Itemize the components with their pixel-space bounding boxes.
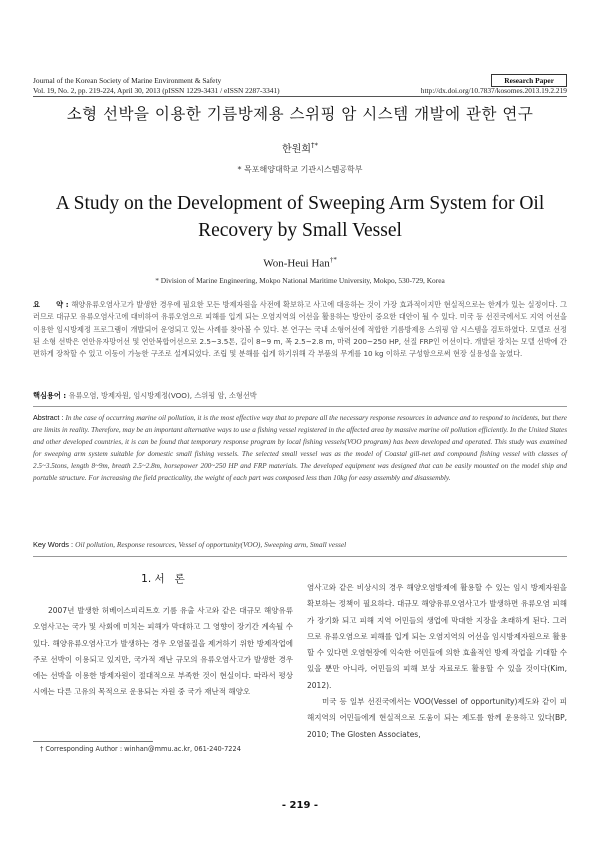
korean-author-mark: †*	[310, 141, 318, 150]
english-title: A Study on the Development of Sweeping Arm System for Oil Recovery by Small Vessel	[55, 193, 545, 241]
korean-title: 소형 선박을 이용한 기름방제용 스위핑 암 시스템 개발에 관한 연구	[66, 105, 534, 123]
body-column-right	[307, 580, 567, 743]
doi-link[interactable]: http://dx.doi.org/10.7837/kosomes.2013.19.2.219	[420, 86, 567, 95]
korean-author	[0, 140, 600, 155]
english-keywords	[33, 540, 567, 549]
volume-info: Vol. 19, No. 2, pp. 219-224, April 30, 2013 (pISSN 1229-3431 / eISSN 2287-3341)	[33, 86, 280, 95]
korean-author-name: 한원희	[282, 144, 311, 155]
journal-name: Journal of the Korean Society of Marine Environment & Safety	[33, 76, 222, 85]
korean-affiliation: * 목포해양대학교 기관시스템공학부	[237, 165, 363, 174]
english-abstract	[33, 412, 567, 485]
corresponding-author-footnote: † Corresponding Author : winhan@mmu.ac.kr, 061-240-7224	[40, 745, 241, 753]
korean-keywords-label: 핵심용어 :	[33, 391, 69, 400]
body-paragraph: 염사고와 같은 비상시의 경우 해양오염방제에 활용할 수 있는 임시 방제자원을 확보하는 정책이 필요하다. 대규모 해양유류오염사고가 발생하면 유류오염 피해가 장기화 되고 피해 지역 어민들의 생업에 막대한 지장을 초래하게 된다. 그러므로 유류오염으로 피해를 입게 되는 오염지역의 어선을 임시방제자원으로 활용할 수 있다면 오염현장에 익숙한 어민들에 의한 효율적인 방제 작업을 기대할 수 있을 뿐만 아니라, 어민들의 피해 보상 자료로도 활용할 수 있을 것이다(Kim, 2012).	[307, 583, 567, 690]
abstract-divider	[33, 406, 567, 407]
korean-keywords-text: 유류오염, 방제자원, 임시방제정(VOO), 스위핑 암, 소형선박	[68, 391, 257, 400]
korean-keywords	[33, 391, 567, 401]
english-keywords-text: Oil pollution, Response resources, Vessel of opportunity(VOO), Sweeping arm, Small vessel	[75, 540, 347, 549]
body-column-left	[33, 603, 293, 701]
english-author	[0, 256, 600, 270]
page-number: - 219 -	[281, 800, 319, 811]
korean-abstract-text: 해양유류오염사고가 발생한 경우에 필요한 모든 방제자원을 사전에 확보하고 사고에 대응하는 것이 가장 효과적이지만 현실적으로는 한계가 있는 실정이다. 그러므로 대규모 유류오염사고에 대비하여 유류오염으로 피해를 입게 되는 오염지역의 어선을 활용하는 방안이 중요한 대안이 될 수 있다. 미국 등 선진국에서도 지역 어선을 이용한 임시방제정 프로그램이 개발되어 운영되고 있는 사례를 찾아볼 수 있다. 본 연구는 국내 소형어선에 적합한 기름방제용 스위핑 암 시스템을 검토하였다. 모델로 선정된 소형 선박은 연안유자망어선 및 연안복합어선으로 2.5~3.5톤, 길이 8~9 m, 폭 2.5~2.8 m, 마력 200~250 HP, 선질 FRP인 어선이다. 개발된 장치는 모델 선박에 간편하게 장착할 수 있고 이동이 가능한 구조로 설계되었다. 조립 및 분해를 쉽게 하기위해 각 부품의 무게를 10 kg 이하로 구성함으로써 현장 실용성을 높였다.	[33, 300, 567, 359]
body-paragraph: 2007년 발생한 허베이스피리트호 기름 유출 사고와 같은 대규모 해양유류오염사고는 국가 및 사회에 미치는 피해가 막대하고 그 영향이 장기간 계속될 수 있다. 해양유류오염사고가 발생하는 경우 오염물질을 제거하기 위한 방제작업에 주로 선박이 이용되고 있지만, 국가적 재난 규모의 유류오염사고가 발생한 경우에는 선박을 이용한 방제자원이 절대적으로 부족한 것이 현실이다. 따라서 평상시에는 다른 고유의 목적으로 운용되는 자원 중 국가 재난적 해양오	[33, 606, 293, 697]
english-author-mark: †*	[329, 256, 337, 264]
english-keywords-label: Key Words :	[33, 540, 76, 549]
section-heading: 1. 서 론	[141, 573, 185, 585]
paper-type-badge: Research Paper	[491, 74, 567, 87]
header-divider	[33, 96, 567, 97]
english-affiliation: * Division of Marine Engineering, Mokpo National Maritime University, Mokpo, 530-729, Korea	[155, 276, 445, 285]
keywords-divider	[33, 556, 567, 557]
korean-abstract-label: 요 약 :	[33, 300, 72, 309]
footnote-divider	[33, 741, 153, 742]
english-abstract-label: Abstract :	[33, 413, 66, 422]
body-paragraph: 미국 등 일부 선진국에서는 VOO(Vessel of opportunity)제도와 같이 피해지역의 어민들에게 현실적으로 도움이 되는 제도를 함께 운용하고 있다(BP, 2010; The Glosten Associates,	[307, 697, 567, 739]
korean-abstract	[33, 299, 567, 360]
english-abstract-text: In the case of occurring marine oil pollution, it is the most effective way that to prepare all the necessary response resources in advance and to respond to incidents, but there are limits in reality. Therefore, may be an important alternative ways to use a fishing vessel registered in the affected area by massive marine oil pollution efficiently. In the United States and other developed countries, it is can be found that temporary response program by local fishing vessels(VOO program) has been developed and operated. This study was examined for sweeping arm system suitable for domestic small fishing vessels. The selected small vessel was as the model of Coastal gill-net and compound fishing vessel with classes of 2.5~3.5tons, length 8~9m, breath 2.5~2.8m, horsepower 200~250 HP and FRP materials. The developed equipment was designed that can be easily mounted on the model ship and portable structure. For increasing the field practicality, the weight of each part was composed less than 10kg for easy assembly and disassembly.	[33, 414, 567, 483]
english-author-name: Won-Heui Han	[263, 257, 330, 270]
